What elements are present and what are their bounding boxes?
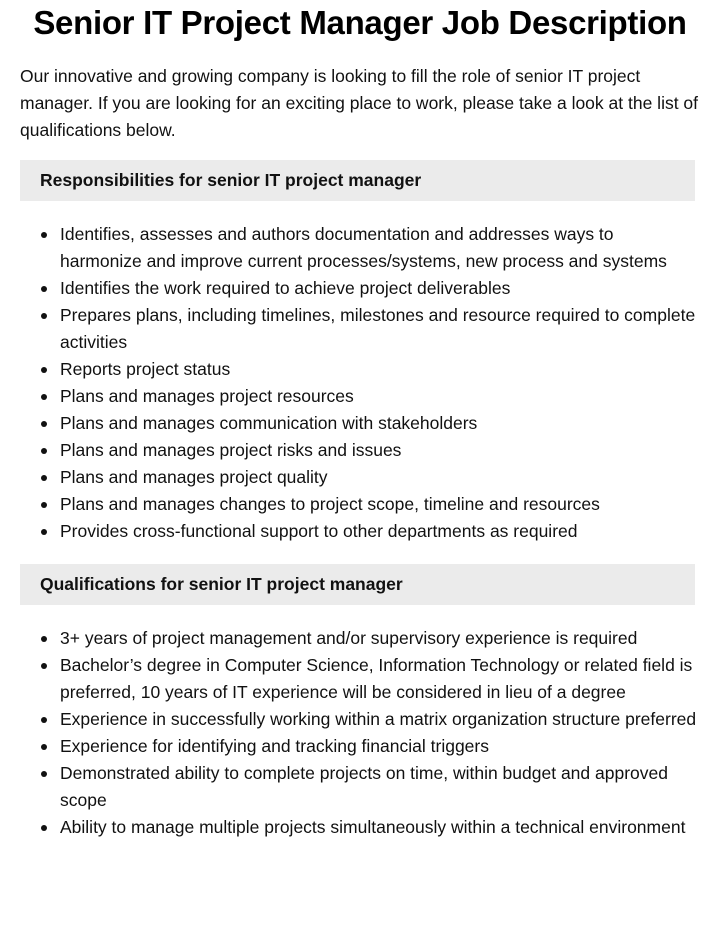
list-item-text: Prepares plans, including timelines, milestones and resource required to complete activities (60, 305, 696, 352)
bullet-icon (41, 232, 47, 238)
bullet-icon (41, 636, 47, 642)
list-item (20, 814, 700, 841)
list-item (20, 356, 700, 383)
list-item (20, 491, 700, 518)
list-item (20, 383, 700, 410)
list-item-text: Identifies the work required to achieve project deliverables (60, 278, 511, 298)
bullet-icon (41, 448, 47, 454)
list-item (20, 437, 700, 464)
list-item (20, 652, 700, 706)
list-item-text: Bachelor’s degree in Computer Science, Information Technology or related field is preferred, 10 years of IT experience will be considered in lieu of a degree (60, 655, 693, 702)
bullet-icon (41, 313, 47, 319)
bullet-icon (41, 421, 47, 427)
bullet-icon (41, 475, 47, 481)
bullet-icon (41, 825, 47, 831)
responsibilities-list (20, 221, 700, 545)
list-item (20, 760, 700, 814)
list-item (20, 464, 700, 491)
list-item-text: Plans and manages changes to project scope, timeline and resources (60, 494, 600, 514)
list-item-text: Ability to manage multiple projects simultaneously within a technical environment (60, 817, 686, 837)
list-item (20, 706, 700, 733)
list-item (20, 733, 700, 760)
bullet-icon (41, 663, 47, 669)
bullet-icon (41, 771, 47, 777)
list-item (20, 221, 700, 275)
qualifications-section (20, 564, 700, 841)
bullet-icon (41, 286, 47, 292)
page-title: Senior IT Project Manager Job Description (33, 4, 687, 41)
list-item (20, 410, 700, 437)
intro-paragraph: Our innovative and growing company is looking to fill the role of senior IT project manager. If you are looking for an exciting place to work, please take a look at the list of qualifications below. (20, 66, 699, 140)
bullet-icon (41, 529, 47, 535)
bullet-icon (41, 394, 47, 400)
bullet-icon (41, 502, 47, 508)
qualifications-heading (20, 564, 695, 605)
list-item-text: Plans and manages communication with stakeholders (60, 413, 478, 433)
list-item-text: Experience for identifying and tracking financial triggers (60, 736, 489, 756)
list-item-text: Demonstrated ability to complete projects on time, within budget and approved scope (60, 763, 668, 810)
bullet-icon (41, 367, 47, 373)
list-item-text: 3+ years of project management and/or supervisory experience is required (60, 628, 638, 648)
list-item (20, 625, 700, 652)
list-item (20, 302, 700, 356)
bullet-icon (41, 717, 47, 723)
list-item-text: Experience in successfully working within a matrix organization structure preferred (60, 709, 697, 729)
list-item-text: Provides cross-functional support to other departments as required (60, 521, 578, 541)
list-item-text: Plans and manages project quality (60, 467, 328, 487)
responsibilities-heading (20, 160, 695, 201)
list-item (20, 275, 700, 302)
qualifications-heading-text: Qualifications for senior IT project manager (40, 574, 403, 594)
list-item-text: Plans and manages project resources (60, 386, 354, 406)
list-item-text: Reports project status (60, 359, 231, 379)
qualifications-list (20, 625, 700, 841)
bullet-icon (41, 744, 47, 750)
list-item-text: Plans and manages project risks and issues (60, 440, 402, 460)
list-item-text: Identifies, assesses and authors documentation and addresses ways to harmonize and improve current processes/systems, new process and systems (60, 224, 667, 271)
responsibilities-heading-text: Responsibilities for senior IT project manager (40, 170, 422, 190)
responsibilities-section (20, 160, 700, 545)
list-item (20, 518, 700, 545)
